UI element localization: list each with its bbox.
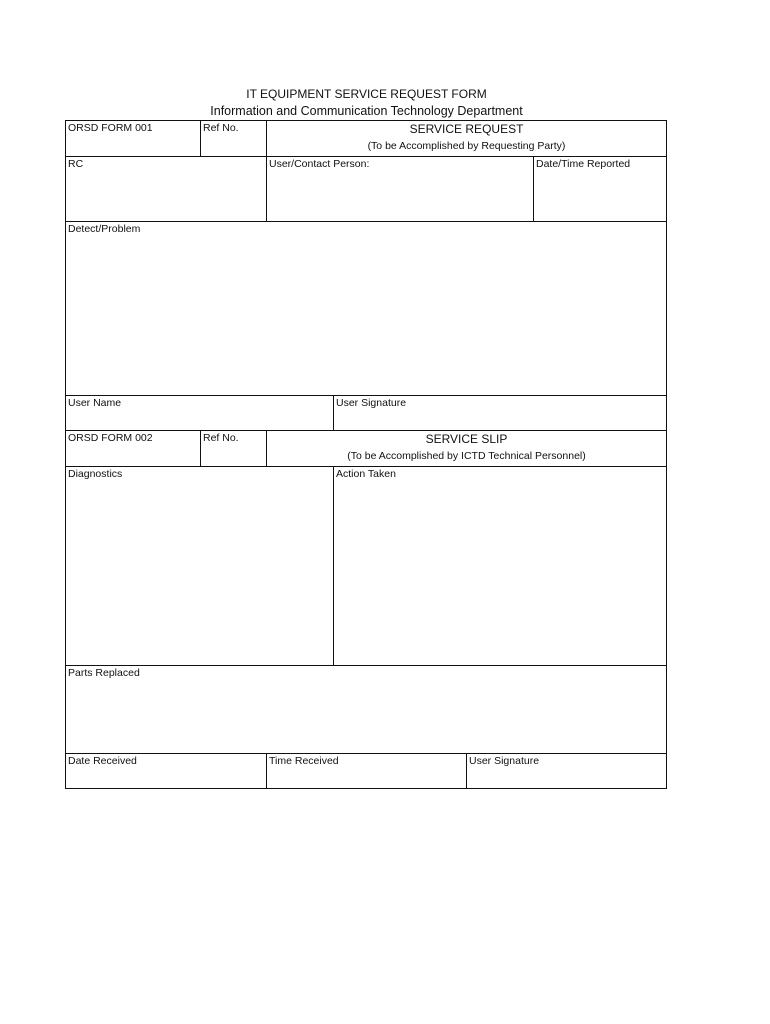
request-section-header (266, 120, 667, 157)
diagnostics-label: Diagnostics (68, 468, 123, 480)
slip-form-code-label: ORSD FORM 002 (68, 432, 153, 444)
action-taken-field[interactable] (333, 466, 667, 666)
request-signature-field[interactable] (333, 395, 667, 431)
slip-ref-no-field[interactable] (200, 430, 267, 467)
request-ref-no-label: Ref No. (203, 122, 239, 134)
request-section-note: (To be Accomplished by Requesting Party) (367, 140, 566, 152)
request-form-code (65, 120, 201, 157)
date-time-reported-label: Date/Time Reported (536, 158, 631, 170)
contact-person-field[interactable] (266, 156, 534, 222)
slip-form-code (65, 430, 201, 467)
form-title: IT EQUIPMENT SERVICE REQUEST FORM (246, 87, 487, 101)
rc-field[interactable] (65, 156, 267, 222)
action-taken-label: Action Taken (336, 468, 396, 480)
date-received-field[interactable] (65, 753, 267, 789)
time-received-field[interactable] (266, 753, 467, 789)
rc-label: RC (68, 158, 84, 170)
slip-section-note: (To be Accomplished by ICTD Technical Personnel) (347, 450, 586, 462)
user-name-label: User Name (68, 397, 122, 409)
request-section-title: SERVICE REQUEST (409, 122, 524, 136)
service-form (65, 120, 667, 789)
request-ref-no-field[interactable] (200, 120, 267, 157)
slip-section-header (266, 430, 667, 467)
time-received-label: Time Received (269, 755, 339, 767)
date-received-label: Date Received (68, 755, 137, 767)
slip-ref-no-label: Ref No. (203, 432, 239, 444)
form-subtitle: Information and Communication Technology Department (210, 104, 523, 118)
user-name-field[interactable] (65, 395, 334, 431)
problem-label: Detect/Problem (68, 223, 141, 235)
slip-signature-label: User Signature (469, 755, 540, 767)
slip-section-title: SERVICE SLIP (425, 432, 508, 446)
diagnostics-field[interactable] (65, 466, 334, 666)
date-time-reported-field[interactable] (533, 156, 667, 222)
slip-signature-field[interactable] (466, 753, 667, 789)
contact-person-label: User/Contact Person: (269, 158, 370, 170)
request-signature-label: User Signature (336, 397, 407, 409)
request-form-code-label: ORSD FORM 001 (68, 122, 153, 134)
problem-field[interactable] (65, 221, 667, 396)
parts-replaced-field[interactable] (65, 665, 667, 754)
parts-replaced-label: Parts Replaced (68, 667, 140, 679)
